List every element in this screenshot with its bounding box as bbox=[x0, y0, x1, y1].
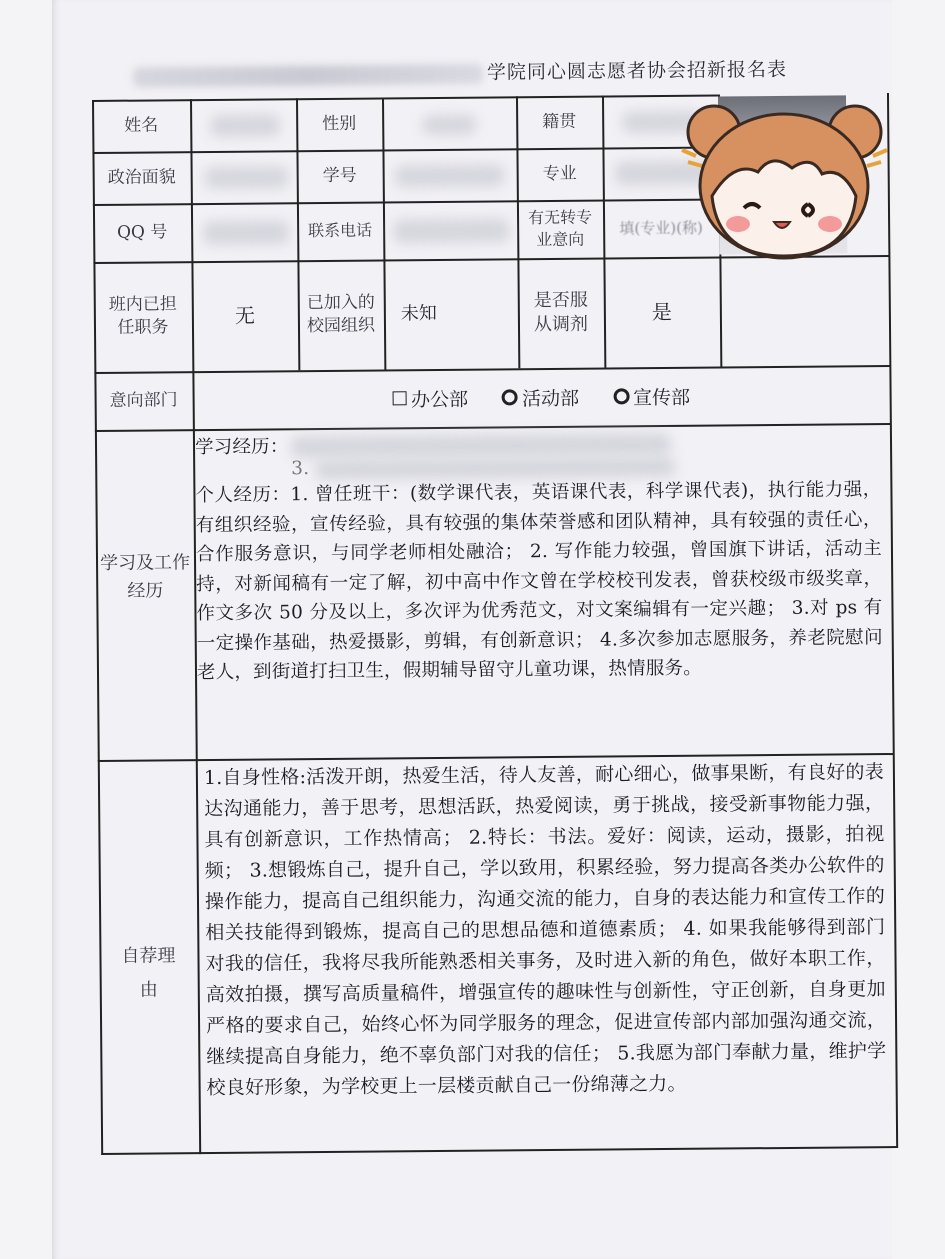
campus-org-value: 未知 bbox=[400, 302, 437, 325]
redacted-politics bbox=[205, 166, 289, 189]
form-title: 学院同心圆志愿者协会招新报名表 bbox=[80, 54, 840, 89]
transfer-label: 有无转专业意向 bbox=[527, 208, 593, 250]
dept-label: 意向部门 bbox=[109, 389, 178, 411]
cartoon-girl-sticker-icon bbox=[672, 96, 897, 261]
campus-org-label: 已加入的校园组织 bbox=[306, 292, 376, 337]
redacted-student-id bbox=[395, 164, 505, 187]
checked-circle-icon bbox=[502, 389, 518, 405]
experience-label: 学习及工作经历 bbox=[99, 552, 191, 602]
transfer-value: 填(专业)(称) bbox=[619, 218, 703, 238]
redacted-school-name bbox=[133, 64, 483, 88]
dept-option-office[interactable]: 办公部 bbox=[393, 384, 468, 412]
redacted-qq bbox=[203, 220, 289, 245]
redacted-phone bbox=[393, 218, 509, 243]
obey-value: 是 bbox=[651, 299, 672, 324]
qq-label: QQ 号 bbox=[116, 221, 168, 243]
unchecked-box-icon bbox=[393, 391, 407, 405]
study-prefix: 学习经历： bbox=[194, 436, 289, 459]
gender-label: 性别 bbox=[322, 113, 357, 134]
study-item-3: 3. bbox=[291, 458, 310, 480]
checked-circle-icon bbox=[613, 388, 629, 404]
student-id-label: 学号 bbox=[322, 165, 357, 186]
dept-option-activity[interactable]: 活动部 bbox=[502, 383, 579, 411]
personal-experience-text: 个人经历：1. 曾任班干：(数学课代表，英语课代表，科学课代表)，执行能力强，有组织经验，宣传经验，具有较强的集体荣誉感和团队精神，具有较强的责任心，合作服务意识，与同学老师相处融洽； 2. 写作能力较强，曾国旗下讲话，活动主持，对新闻稿有一定了解，初中高中作文曾在学校校刊发表，曾获校级市级奖章，作文多次 50 分及以上，多次评为优秀范文，对文案编辑有一定兴趣； 3.对 ps 有一定操作基础，热爱摄影，剪辑，有创新意识； 4.多次参加志愿服务，养老院慰问老人，到街道打扫卫生，假期辅导留守儿童功课，热情服务。 bbox=[195, 479, 883, 684]
phone-label: 联系电话 bbox=[308, 220, 373, 241]
department-options bbox=[192, 365, 890, 429]
politics-label: 政治面貌 bbox=[107, 166, 176, 188]
obey-label: 是否服从调剂 bbox=[533, 289, 589, 336]
hometown-label: 籍贯 bbox=[542, 111, 577, 132]
class-role-label: 班内已担任职务 bbox=[108, 294, 177, 338]
major-label: 专业 bbox=[542, 163, 577, 184]
dept-option-publicity[interactable]: 宣传部 bbox=[613, 382, 690, 410]
self-rec-text: 1.自身性格:活泼开朗，热爱生活，待人友善，耐心细心，做事果断，有良好的表达沟通能力，善于思考，思想活跃，热爱阅读，勇于挑战，接受新事物能力强，具有创新意识，工作热情高； 2.特长：书法。爱好：阅读，运动，摄影，拍视频； 3.想锻炼自己，提升自己，学以致用，积累经验，努力提高各类办公软件的操作能力，提高自己组织能力，沟通交流的能力，自身的表达能力和宣传工作的相关技能得到锻炼，提高自己的思想品德和道德素质； 4. 如果我能够得到部门对我的信任，我将尽我所能熟悉相关事务，及时进入新的角色，做好本职工作，高效拍摄，撰写高质量稿件，增强宣传的趣味性与创新性，守正创新，自身更加严格的要求自己，始终心怀为同学服务的理念，促进宣传部内部加强沟通交流，继续提高自身能力，绝不辜负部门对我的信任； 5.我愿为部门奉献力量，维护学校良好形象，为学校更上一层楼贡献自己一份绵薄之力。 bbox=[203, 761, 887, 1100]
redacted-gender bbox=[422, 115, 476, 135]
redacted-name bbox=[210, 114, 280, 137]
name-label: 姓名 bbox=[124, 114, 159, 136]
redacted-study-1 bbox=[291, 433, 671, 458]
self-rec-label: 自荐理由 bbox=[121, 945, 176, 1001]
class-role-value: 无 bbox=[234, 303, 255, 328]
